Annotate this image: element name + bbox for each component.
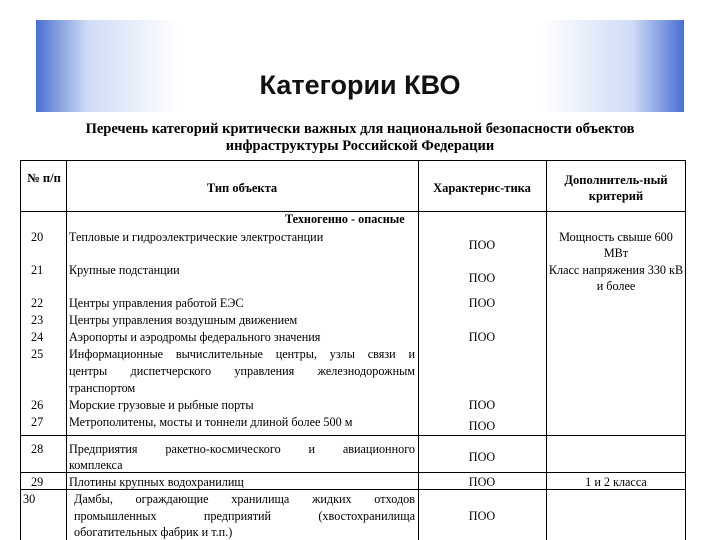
row-type-line: Информационные вычислительные центры, узлы связи и [69,347,415,361]
row-characteristic: ПОО [468,475,496,489]
row-type-line: транспортом [69,381,136,395]
slide-subtitle [20,121,700,155]
row-extra: 1 и 2 класса [585,475,647,489]
row-num: 28 [31,442,44,456]
row-num: 20 [31,230,44,244]
row-divider-29 [20,472,685,473]
row-num: 30 [23,492,36,506]
row-characteristic: ПОО [468,419,496,433]
row-type-line: центры диспетчерского управления железнодорожным [69,364,415,378]
row-num: 26 [31,398,44,412]
row-type: Крупные подстанции [69,263,180,277]
header-characteristic: Характерис-тика [433,181,531,195]
row-type: Метрополитены, мосты и тоннели длиной более 500 м [69,415,353,429]
row-characteristic: ПОО [468,398,496,412]
row-num: 27 [31,415,44,429]
column-divider-1 [66,160,67,540]
header-extra: Дополнитель-ный критерий [564,173,668,203]
row-type: Центры управления воздушным движением [69,313,298,327]
column-divider-2 [418,160,419,540]
row-characteristic: ПОО [468,271,496,285]
section-title: Техногенно - опасные [285,212,405,226]
row-num: 21 [31,263,44,277]
title-banner [36,20,684,112]
row-type: Плотины крупных водохранилищ [69,475,244,489]
row-type: Тепловые и гидроэлектрические электростанции [69,230,324,244]
row-characteristic: ПОО [468,296,496,310]
row-extra: Мощность свыше 600 МВт [559,230,673,260]
row-num: 25 [31,347,44,361]
row-num: 24 [31,330,44,344]
row-type: Морские грузовые и рыбные порты [69,398,254,412]
row-type-line: комплекса [69,458,123,472]
header-type: Тип объекта [206,181,278,195]
row-type-line: промышленных предприятий (хвостохранилища [74,509,415,523]
table-top-border [20,160,685,161]
header-num: № п/п [27,171,61,185]
row-num: 29 [31,475,44,489]
slide-title: Категории КВО [259,70,461,100]
row-num: 22 [31,296,44,310]
row-characteristic: ПОО [468,450,496,464]
row-characteristic: ПОО [468,238,496,252]
subtitle-line-1: Перечень категорий критически важных для национальной безопасности объектов [85,121,635,137]
table-left-border [20,160,21,540]
row-type-line: обогатительных фабрик и т.п.) [74,525,233,539]
row-extra: Класс напряжения 330 кВ и более [548,263,684,293]
row-characteristic: ПОО [468,509,496,523]
row-divider-30 [20,489,685,490]
row-type: Центры управления работой ЕЭС [69,296,244,310]
row-type-line: Дамбы, ограждающие хранилища жидких отходов [74,492,415,506]
row-type-line: Предприятия ракетно-космического и авиационного [69,442,415,456]
subtitle-line-2: инфраструктуры Российской Федерации [225,138,495,154]
row-num: 23 [31,313,44,327]
row-divider-28 [20,435,685,436]
row-type: Аэропорты и аэродромы федерального значения [69,330,321,344]
row-characteristic: ПОО [468,330,496,344]
